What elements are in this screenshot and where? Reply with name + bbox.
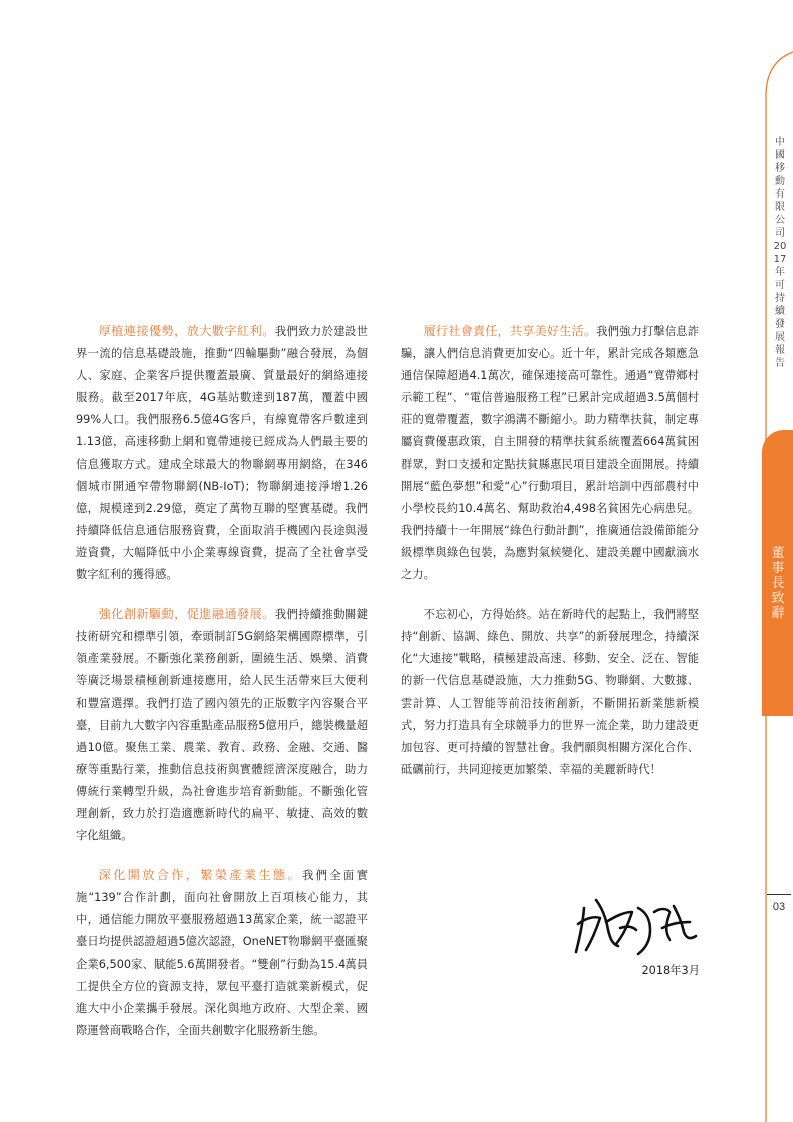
- page-number-rule: [767, 894, 791, 895]
- paragraph-social-responsibility: [401, 320, 699, 586]
- paragraph-body: 我們持續推動關鍵技術研究和標準引領，牽頭制訂5G網絡架構國際標準，引領產業發展。不斷強化業務創新，圍繞生活、娛樂、消費等廣泛場景積極創新連接應用，給人民生活帶來巨大便利和豐富選擇。我們打造了國內領先的正版數字內容聚合平臺，目前九大數字內容重點產品服務5億用戶，總裝機量超過10億。聚焦工業、農業、教育、政務、金融、交通、醫療等重點行業，推動信息技術與實體經濟深度融合，助力傳統行業轉型升級，為社會進步培育新動能。不斷強化管理創新，致力於打造適應新時代的扁平、敏捷、高效的數字化組織。: [76, 608, 368, 843]
- paragraph-heading: 厚植連接優勢，放大數字紅利。: [98, 324, 275, 338]
- paragraph-connectivity: [76, 320, 368, 586]
- paragraph-body: 我們致力於建設世界一流的信息基礎設施，推動“四輪驅動”融合發展，為個人、家庭、企業客戶提供覆蓋最廣、質量最好的網絡連接服務。截至2017年底，4G基站數達到187萬，覆蓋中國99%人口。我們服務6.5億4G客戶，有線寬帶客戶數達到1.13億，高速移動上網和寬帶連接已經成為人們最主要的信息獲取方式。建成全球最大的物聯網專用網絡，在346個城市開通窄帶物聯網(NB-IoT)；物聯網連接淨增1.26億，規模達到2.29億，奠定了萬物互聯的堅實基礎。我們持續降低信息通信服務資費，全面取消手機國內長途與漫遊資費，大幅降低中小企業專線資費，提高了全社會享受數字紅利的獲得感。: [76, 325, 368, 582]
- letter-date: 2018年3月: [641, 964, 700, 977]
- paragraph-innovation: [76, 603, 368, 847]
- report-title-vertical: 中國移動有限公司2017年可持續發展報告: [773, 137, 787, 369]
- page-number: 03: [772, 901, 786, 913]
- chairman-signature: [566, 878, 706, 966]
- paragraph-body: 不忘初心，方得始終。站在新時代的起點上，我們將堅持“創新、協調、綠色、開放、共享”的新發展理念，持續深化“大連接”戰略，積極建設高速、移動、安全、泛在、智能的新一代信息基礎設施，大力推動5G、物聯網、大數據、雲計算、人工智能等前沿技術創新，不斷開拓新業態新模式，努力打造具有全球競爭力的世界一流企業，助力建設更加包容、更可持續的智慧社會。我們願與相關方深化合作、砥礪前行，共同迎接更加繁榮、幸福的美麗新時代！: [401, 608, 699, 776]
- paragraph-body: 我們全面實施“139”合作計劃，面向社會開放上百項核心能力，其中，通信能力開放平臺服務超過13萬家企業，統一認證平臺日均提供認證超過5億次認證，OneNET物聯網平臺匯聚企業6,500家、賦能5.6萬開發者。“雙創”行動為15.4萬員工提供全方位的資源支持，眾包平臺打造就業新模式，促進大中小企業攜手發展。深化與地方政府、大型企業、國際運營商戰略合作，全面共創數字化服務新生態。: [76, 869, 368, 1037]
- paragraph-heading: 深化開放合作，繁榮產業生態。: [98, 868, 303, 883]
- right-column: [401, 320, 699, 798]
- paragraph-cooperation: [76, 864, 368, 1042]
- left-column: [76, 320, 368, 1059]
- section-tab-label: 董事長致辭: [771, 546, 785, 621]
- paragraph-heading: 履行社會責任，共享美好生活。: [423, 324, 597, 338]
- paragraph-closing: [401, 603, 699, 781]
- paragraph-heading: 強化創新驅動，促進融通發展。: [98, 607, 275, 622]
- paragraph-body: 我們強力打擊信息詐騙，讓人們信息消費更加安心。近十年，累計完成各類應急通信保障超過4.1萬次，確保連接高可靠性。通過“寬帶鄉村示範工程”、“電信普遍服務工程”已累計完成超過3.5萬個村莊的寬帶覆蓋，數字鴻溝不斷縮小。助力精準扶貧，制定專屬資費優惠政策，自主開發的精準扶貧系統覆蓋664萬貧困群眾，對口支援和定點扶貧縣惠民項目建設全面開展。持續開展“藍色夢想”和愛“心”行動項目，累計培訓中西部農村中小學校長約10.4萬名、幫助救治4,498名貧困先心病患兒。我們持續十一年開展“綠色行動計劃”，推廣通信設備節能分級標準與綠色包裝，為應對氣候變化、建設美麗中國獻滴水之力。: [401, 325, 699, 582]
